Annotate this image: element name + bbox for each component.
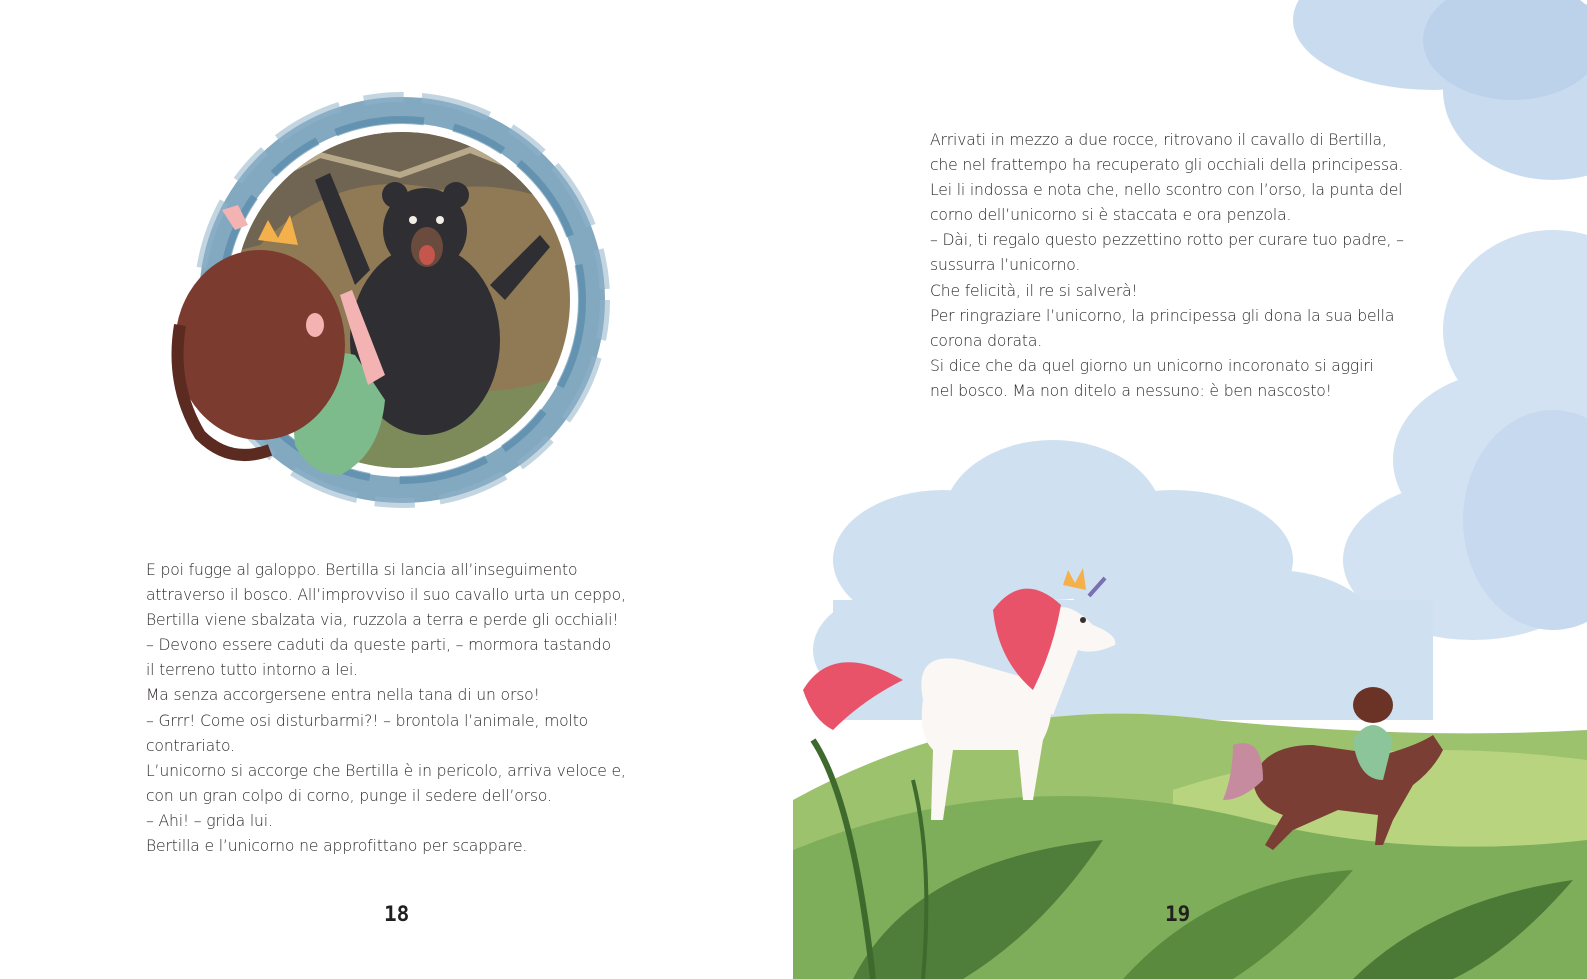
right-line: nel bosco. Ma non ditelo a nessuno: è ben nascosto! [930, 381, 1332, 400]
left-line: L’unicorno si accorge che Bertilla è in pericolo, arriva veloce e, [146, 761, 626, 780]
right-line: corona dorata. [930, 331, 1043, 350]
left-line: E poi fugge al galoppo. Bertilla si lancia all’inseguimento [146, 561, 578, 579]
left-line: il terreno tutto intorno a lei. [146, 661, 358, 680]
right-line: Si dice che da quel giorno un unicorno incoronato si aggiri [930, 356, 1374, 375]
right-line: sussurra l’unicorno. [930, 256, 1081, 275]
page-number-right: 19 [1165, 902, 1191, 926]
right-story-paragraph [930, 128, 1420, 404]
right-line: Per ringraziare l’unicorno, la principessa gli dona la sua bella [930, 306, 1395, 325]
left-line: – Devono essere caduti da queste parti, – mormora tastando [146, 636, 612, 655]
right-line: – Dài, ti regalo questo pezzettino rotto per curare tuo padre, – [930, 231, 1404, 250]
left-line: Ma senza accorgersene entra nella tana di un orso! [146, 686, 540, 705]
left-line: – Ahi! – grida lui. [146, 811, 273, 830]
left-line: con un gran colpo di corno, punge il sedere dell’orso. [146, 786, 552, 805]
right-line: Che felicità, il re si salverà! [930, 281, 1138, 300]
left-line: Bertilla viene sbalzata via, ruzzola a terra e perde gli occhiali! [146, 611, 619, 630]
left-line: – Grrr! Come osi disturbarmi?! – brontola l’animale, molto [146, 711, 589, 730]
left-line: contrariato. [146, 736, 235, 755]
left-page [0, 0, 793, 979]
bear-cave-illustration-icon [140, 55, 620, 525]
cloud-icon [813, 440, 1433, 720]
right-line: che nel frattempo ha recuperato gli occhiali della principessa. [930, 156, 1404, 175]
left-line: Bertilla e l’unicorno ne approfittano per scappare. [146, 837, 528, 856]
left-story-paragraph [146, 558, 646, 859]
right-line: corno dell’unicorno si è staccata e ora penzola. [930, 206, 1292, 225]
page-number-left: 18 [384, 902, 410, 926]
right-page [793, 0, 1587, 979]
right-line: Lei li indossa e nota che, nello scontro con l’orso, la punta del [930, 181, 1403, 200]
left-line: attraverso il bosco. All’improvviso il suo cavallo urta un ceppo, [146, 586, 626, 605]
right-line: Arrivati in mezzo a due rocce, ritrovano il cavallo di Bertilla, [930, 131, 1387, 149]
